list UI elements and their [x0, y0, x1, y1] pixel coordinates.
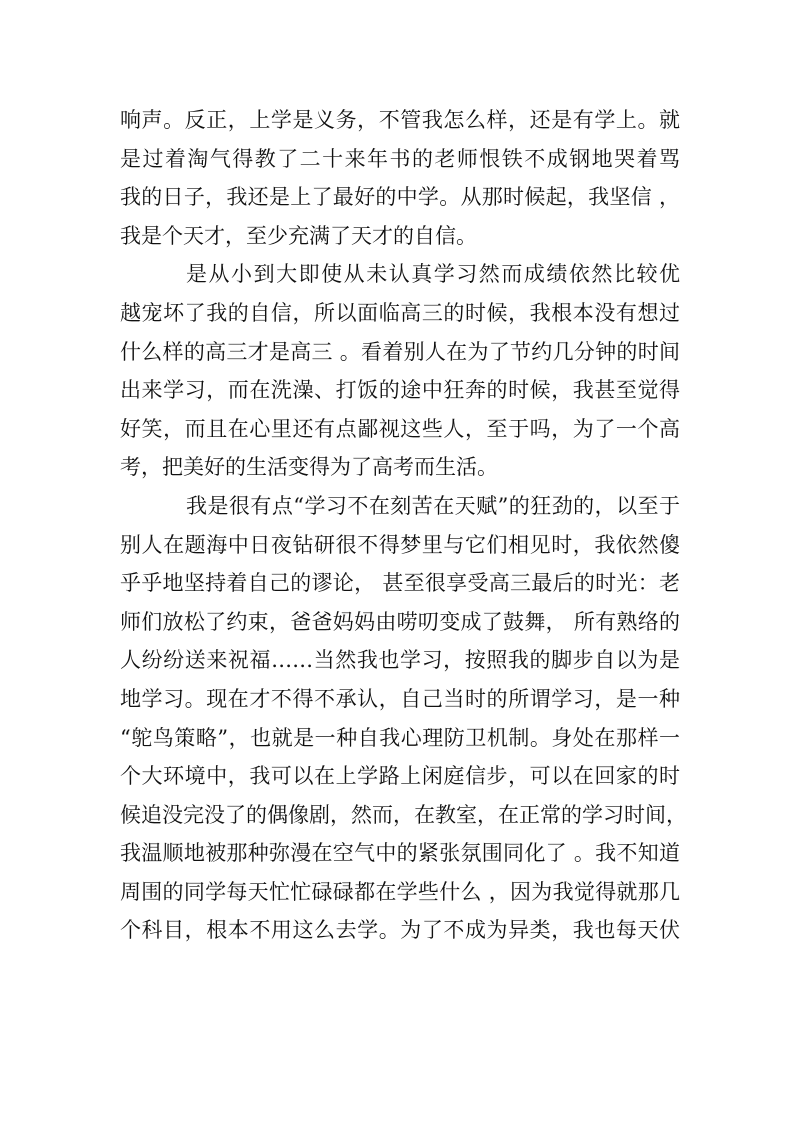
paragraph-first-line: 我是很有点“学习不在刻苦在天赋”的狂劲的，以至于	[186, 493, 680, 518]
body-text	[120, 103, 687, 952]
text-line: 周围的同学每天忙忙碌碌都在学些什么 ，因为我觉得就那几	[120, 879, 680, 904]
text-line: 个大环境中，我可以在上学路上闲庭信步，可以在回家的时	[120, 764, 680, 789]
text-line: 什么样的高三才是高三 。看着别人在为了节约几分钟的时间	[120, 339, 680, 364]
text-line: 是过着淘气得教了二十来年书的老师恨铁不成钢地哭着骂	[120, 146, 680, 171]
text-line: 候追没完没了的偶像剧，然而，在教室，在正常的学习时间，	[120, 802, 687, 827]
text-line: 别人在题海中日夜钻研很不得梦里与它们相见时，我依然傻	[120, 532, 680, 557]
text-line: 出来学习，而在洗澡、打饭的途中狂奔的时候，我甚至觉得	[120, 378, 680, 403]
paragraph-first-line: 是从小到大即使从未认真学习然而成绩依然比较优	[186, 262, 680, 287]
text-line: 我是个天才，至少充满了天才的自信。	[120, 223, 477, 248]
text-line: 我的日子，我还是上了最好的中学。从那时候起，我坚信 ，	[120, 185, 680, 210]
text-line: 好笑，而且在心里还有点鄙视这些人，至于吗，为了一个高	[120, 416, 680, 441]
text-line: 考，把美好的生活变得为了高考而生活。	[120, 455, 498, 480]
text-line: 越宠坏了我的自信，所以面临高三的时候，我根本没有想过	[120, 300, 680, 325]
text-line: 个科目，根本不用这么去学。为了不成为异类，我也每天伏	[120, 918, 680, 943]
text-line: 乎乎地坚持着自己的谬论， 甚至很享受高三最后的时光：老	[120, 571, 680, 596]
text-line: 我温顺地被那种弥漫在空气中的紧张氛围同化了 。我不知道	[120, 841, 680, 866]
text-line: 人纷纷送来祝福……当然我也学习，按照我的脚步自以为是	[120, 648, 680, 673]
text-line: “鸵鸟策略”，也就是一种自我心理防卫机制。身处在那样一	[120, 725, 680, 750]
text-line: 响声。反正，上学是义务，不管我怎么样，还是有学上。就	[120, 108, 680, 132]
text-line: 师们放松了约束，爸爸妈妈由唠叨变成了鼓舞， 所有熟络的	[120, 609, 680, 634]
text-line: 地学习。现在才不得不承认，自己当时的所谓学习，是一种	[120, 686, 680, 711]
